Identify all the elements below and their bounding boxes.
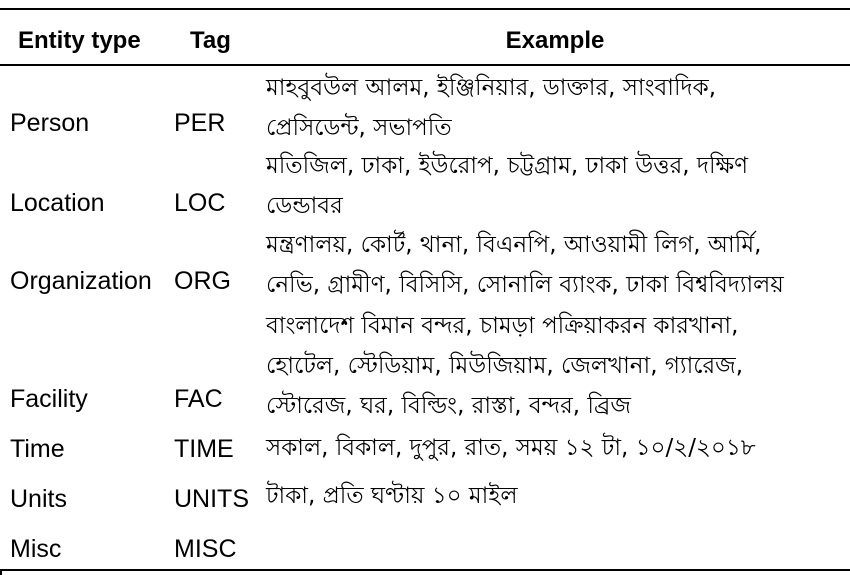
entity-type-cell: Misc bbox=[10, 535, 62, 563]
example-line: টাকা, প্রতি ঘণ্টায় ১০ মাইল bbox=[266, 483, 518, 509]
entity-type-cell: Facility bbox=[10, 385, 88, 413]
header-example: Example bbox=[505, 27, 605, 54]
example-line: সকাল, বিকাল, দুপুর, রাত, সময় ১২ টা, ১০/২/২০১৮ bbox=[266, 435, 756, 461]
example-cell bbox=[266, 68, 841, 148]
table-bottom-rule bbox=[0, 569, 850, 571]
example-line: ডেন্ডাবর bbox=[266, 193, 343, 219]
header-rule bbox=[0, 64, 850, 66]
entity-type-cell: Location bbox=[10, 189, 105, 217]
example-line: স্টোরেজ, ঘর, বিল্ডিং, রাস্তা, বন্দর, ব্রিজ bbox=[266, 393, 631, 419]
example-cell bbox=[266, 476, 841, 516]
example-line: মাহবুবউল আলম, ইঞ্জিনিয়ার, ডাক্তার, সাংবাদিক, bbox=[266, 75, 717, 101]
entity-type-cell: Person bbox=[10, 109, 90, 137]
tag-cell: ORG bbox=[174, 267, 231, 295]
header-entity-type: Entity type bbox=[18, 27, 141, 54]
example-cell bbox=[266, 428, 841, 468]
example-cell bbox=[266, 146, 841, 226]
header-tag: Tag bbox=[190, 27, 231, 54]
entity-type-cell: Time bbox=[10, 435, 65, 463]
example-line: হোটেল, স্টেডিয়াম, মিউজিয়াম, জেলখানা, গ্যারেজ, bbox=[266, 353, 744, 379]
tag-cell: PER bbox=[174, 109, 226, 137]
example-line: বাংলাদেশ বিমান বন্দর, চামড়া পক্রিয়াকরন কারখানা, bbox=[266, 313, 739, 339]
tag-cell: LOC bbox=[174, 189, 226, 217]
example-cell bbox=[266, 225, 841, 305]
entity-type-cell: Organization bbox=[10, 267, 152, 295]
table-bottom-edge bbox=[0, 569, 2, 575]
example-cell bbox=[266, 306, 841, 426]
example-line: মন্ত্রণালয়, কোর্ট, থানা, বিএনপি, আওয়ামী লিগ, আর্মি, bbox=[266, 232, 762, 258]
table-top-rule bbox=[0, 8, 850, 10]
tag-cell: TIME bbox=[174, 435, 234, 463]
tag-cell: FAC bbox=[174, 385, 223, 413]
entity-type-cell: Units bbox=[10, 485, 67, 513]
tag-cell: UNITS bbox=[174, 485, 249, 513]
example-line: মতিজিল, ঢাকা, ইউরোপ, চট্টগ্রাম, ঢাকা উত্তর, দক্ষিণ bbox=[266, 153, 749, 179]
example-line: প্রেসিডেন্ট, সভাপতি bbox=[266, 115, 452, 141]
example-line: নেভি, গ্রামীণ, বিসিসি, সোনালি ব্যাংক, ঢাকা বিশ্ববিদ্যালয় bbox=[266, 272, 784, 298]
tag-cell: MISC bbox=[174, 535, 237, 563]
